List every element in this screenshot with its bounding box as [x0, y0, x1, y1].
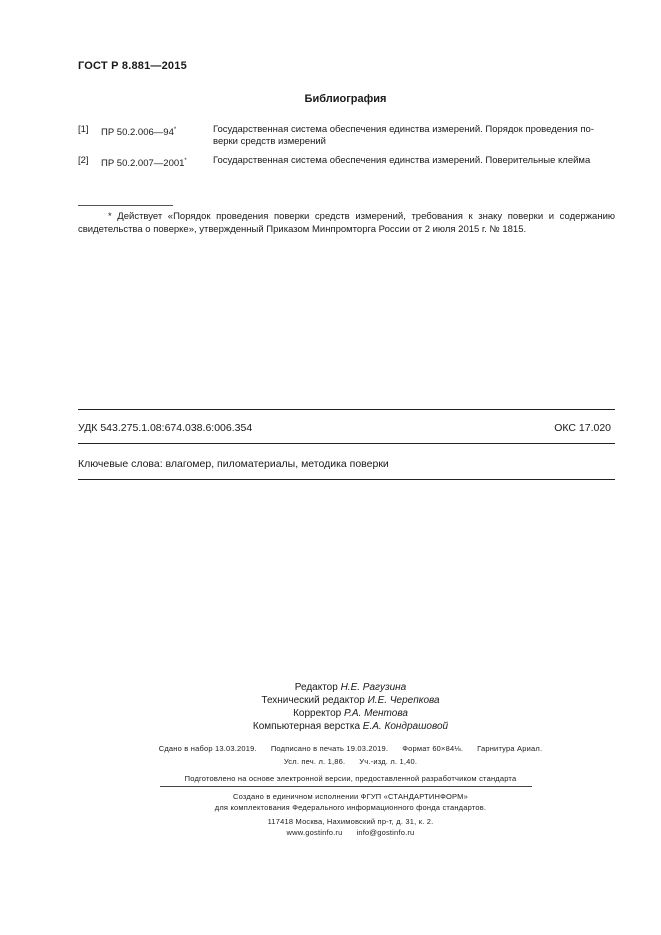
- divider-bottom: [78, 479, 615, 480]
- entry-description: Государственная система обеспечения единства измерений. Поверительные клейма: [213, 155, 591, 166]
- publisher-line-2: для комплектования Федерального информационного фонда стандартов.: [214, 803, 487, 812]
- bibliography-entry: [0, 124, 661, 150]
- divider-top: [78, 409, 615, 410]
- oks-code: ОКС 17.020: [554, 422, 611, 434]
- publisher-email[interactable]: info@gostinfo.ru: [356, 828, 415, 837]
- publisher-divider: [160, 786, 532, 787]
- entry-number: [2]: [78, 155, 89, 166]
- credit-layout: Компьютерная верстка Е.А. Кондрашовой: [252, 721, 449, 732]
- publisher-line-1: Создано в единичном исполнении ФГУП «СТАНДАРТИНФОРМ»: [233, 792, 468, 801]
- entry-code: ПР 50.2.006—94*: [101, 127, 177, 138]
- credit-corrector: Корректор Р.А. Ментова: [293, 708, 408, 719]
- entry-number: [1]: [78, 124, 89, 135]
- credit-tech-editor: Технический редактор И.Е. Черепкова: [261, 695, 440, 706]
- publisher-address: 117418 Москва, Нахимовский пр-т, д. 31, к. 2.: [267, 817, 434, 826]
- credit-editor: Редактор Н.Е. Рагузина: [294, 682, 407, 693]
- divider-middle: [78, 443, 615, 444]
- prepared-note: Подготовлено на основе электронной версии, предоставленной разработчиком стандарта: [184, 774, 517, 783]
- keywords: Ключевые слова: влагомер, пиломатериалы, методика поверки: [78, 458, 389, 470]
- bibliography-entry: [0, 155, 661, 169]
- udk-code: УДК 543.275.1.08:674.038.6:006.354: [78, 422, 253, 434]
- publisher-website[interactable]: www.gostinfo.ru: [286, 828, 343, 837]
- entry-description: Государственная система обеспечения единства измерений. Порядок проведения по-верки средств измерений: [213, 124, 594, 147]
- print-details: Сдано в набор 13.03.2019. Подписано в печать 19.03.2019. Формат 60×84⅛. Гарнитура Ариал.: [158, 744, 543, 753]
- publisher-contacts: [0, 827, 661, 838]
- bibliography-title: Библиография: [304, 93, 387, 105]
- editorial-credits: [0, 681, 661, 733]
- standard-code: ГОСТ Р 8.881—2015: [78, 60, 187, 72]
- footnote: * Действует «Порядок проведения поверки средств измерений, требования к знаку поверки и содержанию свидетельства о поверке», утвержденный Приказом Минпромторга России от 2 июля 2015 г. № 1815.: [78, 211, 615, 235]
- footnote-divider: [78, 205, 173, 206]
- print-sheets: Усл. печ. л. 1,86. Уч.-изд. л. 1,40.: [283, 757, 418, 766]
- entry-code: ПР 50.2.007—2001*: [101, 158, 187, 169]
